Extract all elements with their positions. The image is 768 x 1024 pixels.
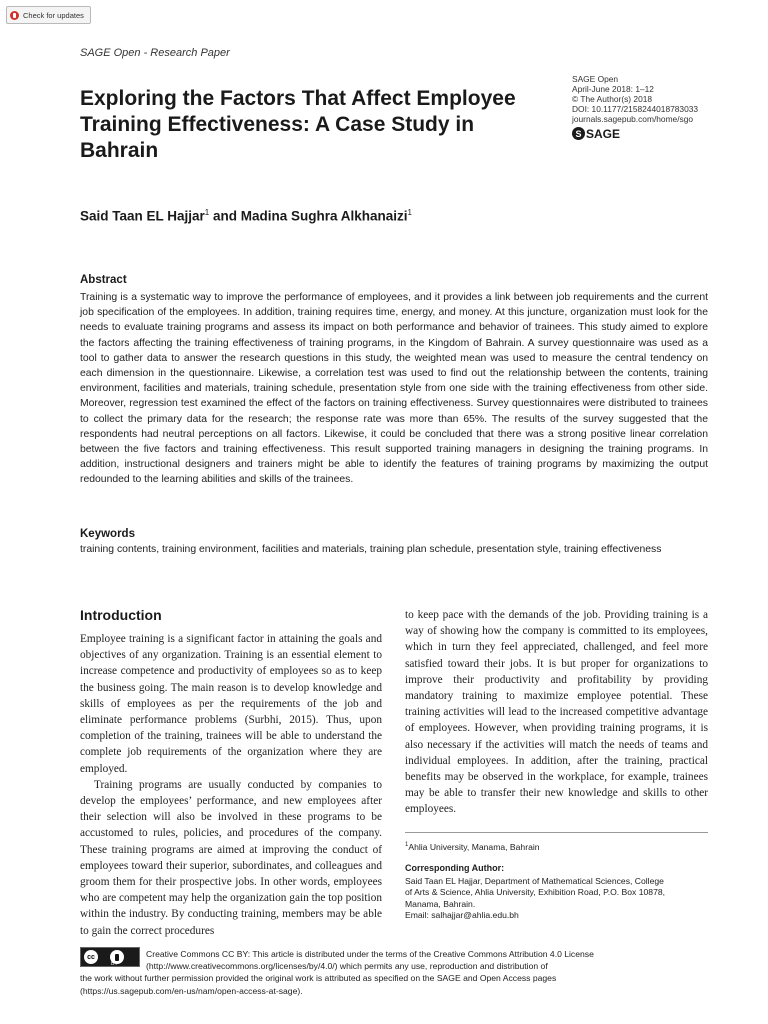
affiliation-mark: 1 [405, 842, 409, 848]
check-for-updates-button[interactable] [6, 6, 91, 24]
body-paragraph: to keep pace with the demands of the job. Providing training is a way of showing how the company is committed to its employees, which in turn they feel appreciated, challenged, and feel more satisfied toward their jobs. It is but proper for organizations to improve their productivity and profitability by providing mandatory training to maximize employee potential. These training activities will lead to the increased competitive advantage of employees. However, when providing training programs, it is also necessary if the activities will match the needs of teams and individual employees. In addition, after the training, practical benefits may be observed in the workplace, for example, trainees may be able to transfer their new knowledge and skills to other employees. [405, 609, 708, 816]
author-connector: and [209, 208, 241, 224]
author-name: Said Taan EL Hajjar [80, 208, 205, 224]
footnotes [405, 840, 708, 922]
footnote-divider [405, 832, 708, 833]
sage-logo-text: SAGE [586, 126, 621, 141]
corresponding-email[interactable]: Email: salhajjar@ahlia.edu.bh [405, 910, 519, 921]
abstract-text: Training is a systematic way to improve the performance of employees, and it provides a link between job requirements and the current job specification of the employees. In addition, training requires time, energy, and money. At this juncture, organization must look for the needs to evaluate training programs and assess its impact on both performance and behavior of trainees. This study aimed to explore the factors affecting the training effectiveness of training programs, in the Kingdom of Bahrain. A survey questionnaire was used as a tool to gather data to answer the research questions in this study, the weighted mean was used to measure the central tendency on each dimension in the questionnaire. Likewise, a correlation test was used to find out the relationship between the contents, training environment, facilities and materials, training schedule, presentation style from one side with the training effectiveness from other side. Moreover, regression test examined the effect of the factors on training effectiveness. Survey questionnaires were distributed to trainees to collect the primary data for the research; the response rate was more than 65%. The results of the survey suggested that the respondents had neutral perceptions on all factors. Likewise, it could be concluded that there was a strong positive linear correlation between the five factors and training effectiveness. This result supported training managers in designing the training programs. In addition, instructional designers and trainers might be able to identify the features of training programs by maximizing the output redounded to the learning abilities and skills of the trainees. [80, 292, 708, 486]
meta-issue: April-June 2018: 1–12 [572, 84, 654, 94]
sage-logo [572, 127, 732, 140]
license-line: the work without further permission provided the original work is attributed as specified on the SAGE and Open Access pages [80, 973, 557, 984]
introduction-heading: Introduction [80, 607, 162, 623]
meta-journal: SAGE Open [572, 74, 619, 84]
corresponding-line: Manama, Bahrain. [405, 898, 476, 909]
cc-icon: cc [84, 950, 98, 964]
license-text [80, 948, 708, 997]
meta-copyright: © The Author(s) 2018 [572, 94, 653, 104]
sage-s-icon: S [572, 127, 585, 140]
meta-url[interactable]: journals.sagepub.com/home/sgo [572, 114, 694, 124]
keywords-text: training contents, training environment, facilities and materials, training plan schedule, presentation style, training effectiveness [80, 544, 662, 555]
license-link[interactable]: (http://www.creativecommons.org/licenses/by/4.0/) which permits any use, reproduction and distribution of [146, 961, 548, 972]
keywords-heading: Keywords [80, 528, 135, 540]
author-list [80, 208, 412, 224]
license-link[interactable]: (https://us.sagepub.com/en-us/nam/open-access-at-sage). [80, 985, 303, 996]
body-column-right [405, 607, 708, 818]
license-line: Creative Commons CC BY: This article is distributed under the terms of the Creative Commons Attribution 4.0 License [146, 949, 594, 959]
journal-line: SAGE Open - Research Paper [80, 47, 230, 59]
author-affiliation-mark: 1 [204, 208, 210, 217]
crossmark-icon [10, 11, 19, 20]
article-meta [572, 74, 732, 140]
cc-by-label: BY [111, 961, 118, 967]
abstract-heading: Abstract [80, 274, 127, 286]
author-name: Madina Sughra Alkhanaizi [240, 208, 408, 224]
body-column-left [80, 631, 382, 939]
affiliation-text: Ahlia University, Manama, Bahrain [408, 841, 540, 852]
corresponding-author-heading: Corresponding Author: [405, 863, 505, 874]
body-paragraph: Employee training is a significant factor in attaining the goals and objectives of any organization. Training is an essential element to increase competence and productivity of employees so as to keep the business going. The main reason is to develop knowledge and skills of employees as per the requirements of the job and eliminate performance problems (Surbhi, 2015). Thus, upon completion of the training, trainees will be able to understand the complete job requirements of the organization where they are employed. [80, 633, 382, 775]
corresponding-line: of Arts & Science, Ahlia University, Exhibition Road, P.O. Box 10878, [405, 887, 666, 898]
meta-doi[interactable]: DOI: 10.1177/2158244018783033 [572, 104, 699, 114]
author-affiliation-mark: 1 [407, 208, 412, 217]
check-for-updates-label: Check for updates [23, 10, 84, 20]
corresponding-line: Said Taan EL Hajjar, Department of Mathematical Sciences, College [405, 875, 664, 886]
article-title: Exploring the Factors That Affect Employee Training Effectiveness: A Case Study in Bahrain [80, 87, 516, 162]
affiliation-note [405, 840, 708, 853]
body-paragraph: Training programs are usually conducted by companies to develop the employees’ performance, and new employees after their selection will also be involved in these programs to be accustomed to rules, policies, and procedures of the company. These training programs are aimed at improving the conduct of employees toward their superior, subordinates, and colleagues and groom them for their prospective jobs. In other words, employees who are competent may help the organization gain the top position within the industry. By conducting training, members may be able to gain the correct procedures [80, 778, 382, 937]
